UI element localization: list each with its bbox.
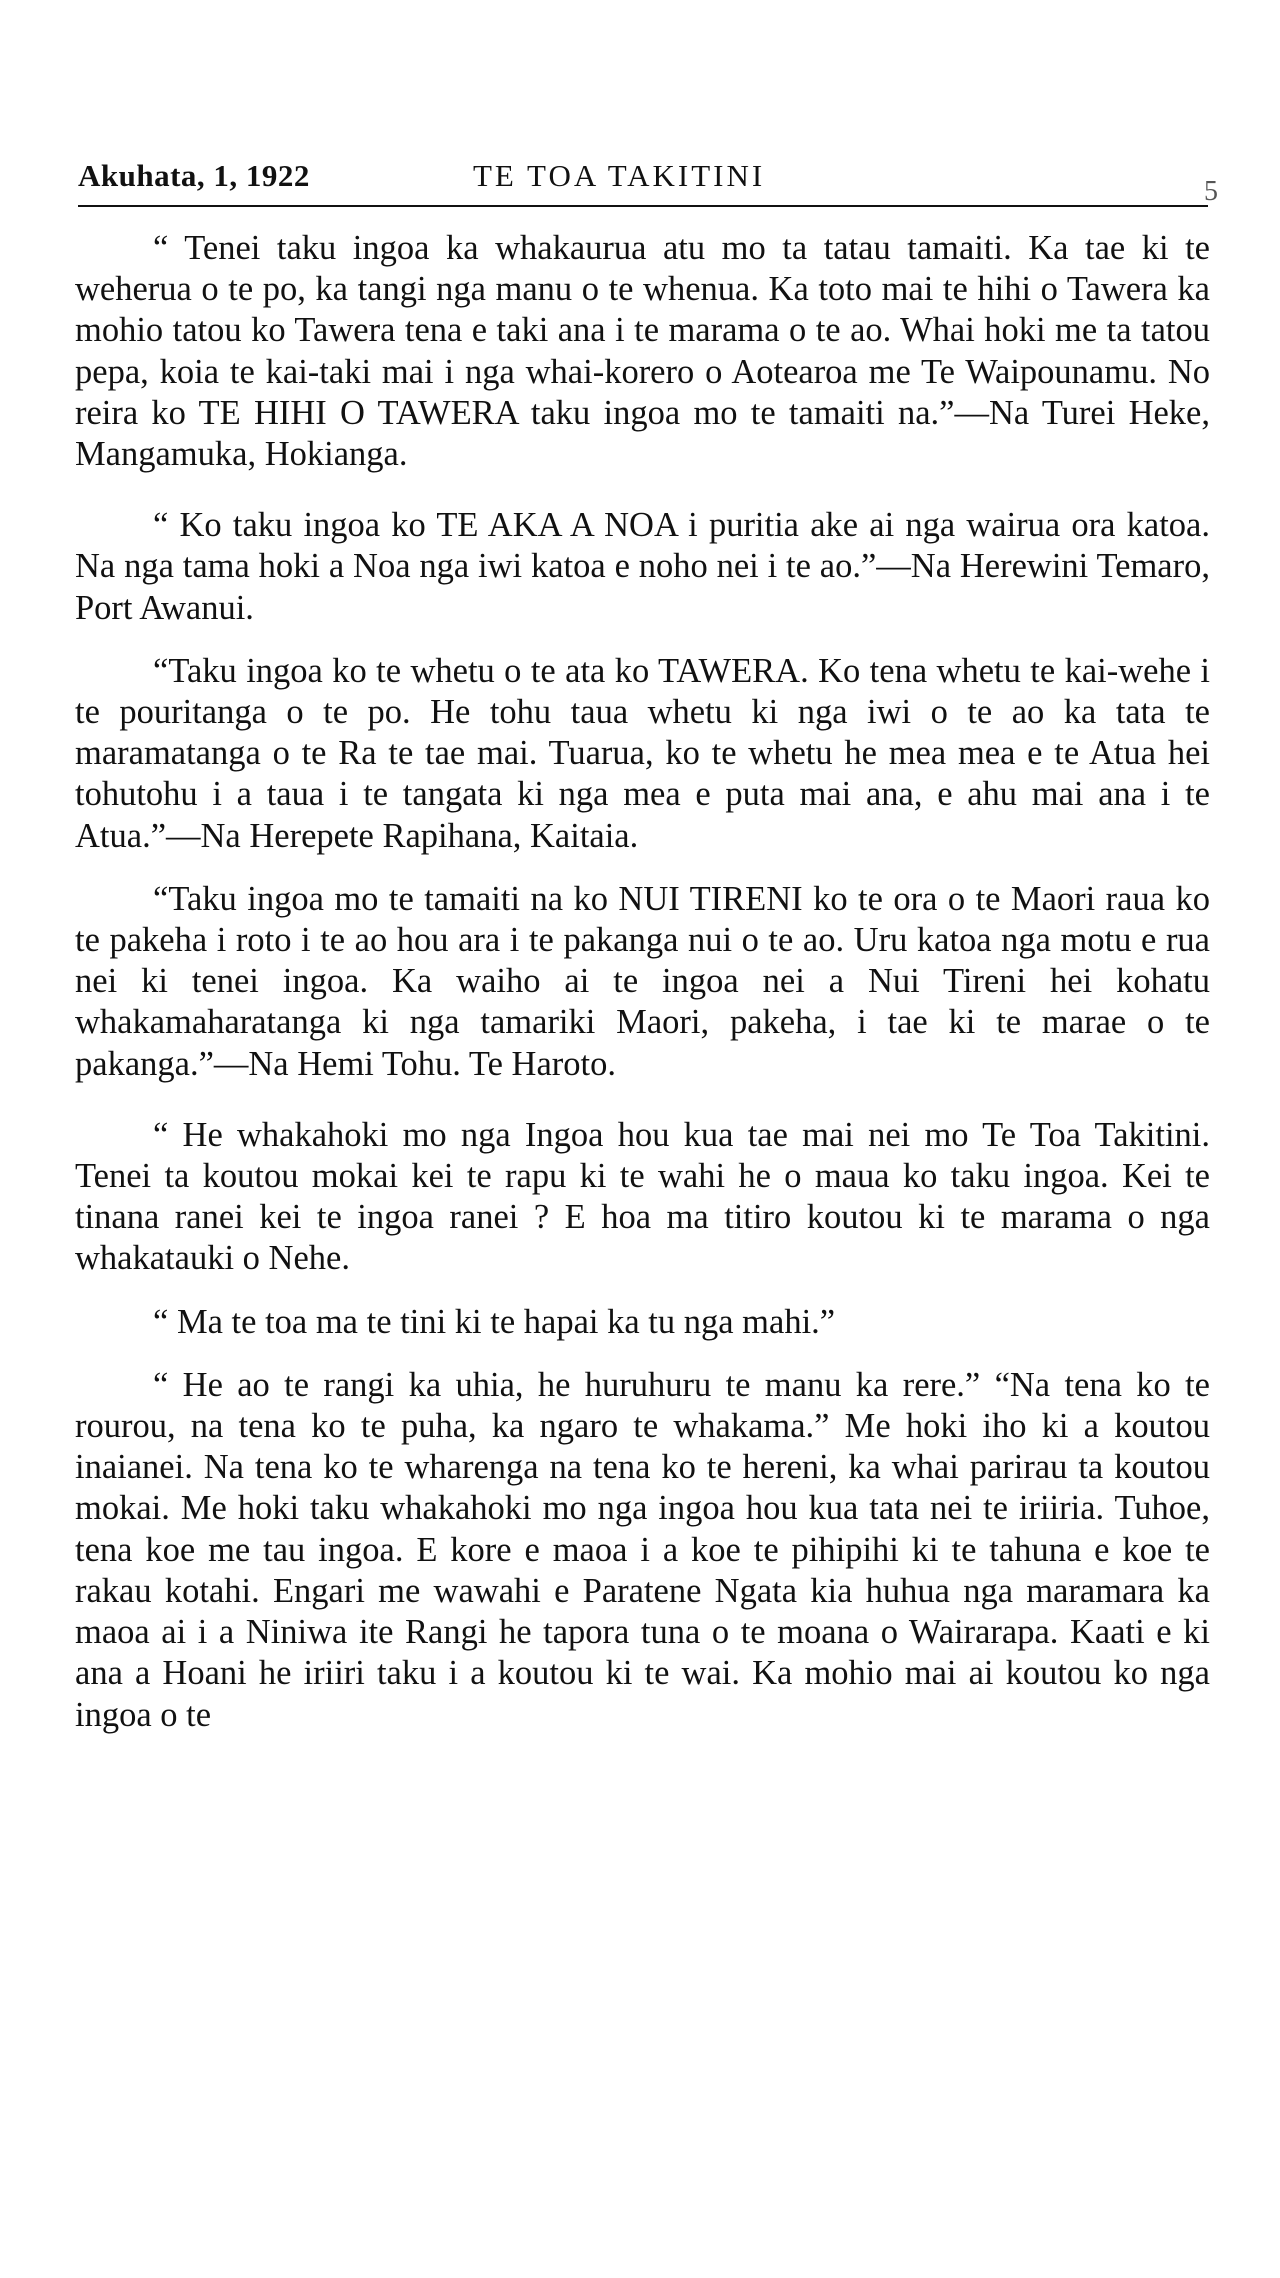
letter-nui-tireni: “Taku ingoa mo te tamaiti na ko NUI TIRENI ko te ora o te Maori raua ko te pakeha i roto i te ao hou ara i te pakanga nui o te ao. Uru katoa nga motu e rua nei ki tenei ingoa. Ka waiho ai te ingoa nei a Nui Tireni hei kohatu whakamaharatanga ki nga tamariki Maori, pakeha, i tae ki te marae o te pakanga.”—Na Hemi Tohu. Te Haroto. — [75, 879, 1210, 1083]
letter-te-hihi-o-tawera: “ Tenei taku ingoa ka whakaurua atu mo ta tatau tamaiti. Ka tae ki te weherua o te po, ka tangi nga manu o te whenua. Ka toto mai te hihi o Tawera ka mohio tatou ko Tawera tena e taki ana i te marama o te ao. Whai hoki me ta tatou pepa, koia te kai-taki mai i nga whai-korero o Aotearoa me Te Waipounamu. No reira ko TE HIHI O TAWERA taku ingoa mo te tamaiti na.”—Na Turei Heke, Mangamuka, Hokianga. — [75, 229, 1210, 474]
closing-paragraph: “ He ao te rangi ka uhia, he huruhuru te manu ka rere.” “Na tena ko te rourou, na tena ko te puha, ka ngaro te whakama.” Me hoki iho ki a koutou inaianei. Na tena ko te wharenga na tena ko te hereni, ka whai parirau ta koutou mokai. Me hoki taku whakahoki mo nga ingoa hou kua tata nei te iriiria. Tuhoe, tena koe me tau ingoa. E kore e maoa i a koe te pihipihi ki te tahuna e koe te rakau kotahi. Engari me wawahi e Paratene Ngata kia huhua nga maramara ka maoa ai i a Niniwa ite Rangi he tapora tuna o te moana o Wairarapa. Kaati e ki ana a Hoani he iriiri taku i a koutou ki te wai. Ka mohio mai ai koutou ko nga ingoa o te — [75, 1365, 1210, 1734]
issue-date: Akuhata, 1, 1922 — [78, 158, 310, 193]
running-header — [78, 158, 1218, 207]
letter-te-aka-a-noa: “ Ko taku ingoa ko TE AKA A NOA i puritia ake ai nga wairua ora katoa. Na nga tama hoki a Noa nga iwi katoa e noho nei i te ao.”—Na Herewini Temaro, Port Awanui. — [75, 506, 1210, 627]
publication-title: TE TOA TAKITINI — [473, 158, 766, 193]
header-rule — [78, 205, 1208, 207]
letter-tawera: “Taku ingoa ko te whetu o te ata ko TAWERA. Ko tena whetu te kai-wehe i te pouritanga o te po. He tohu taua whetu ki nga iwi o te ao ka tata te maramatanga o te Ra te tae mai. Tuarua, ko te whetu he mea mea e te Atua hei tohutohu i a taua i te tangata ki nga mea e puta mai ana, e ahu mai ana i te Atua.”—Na Herepete Rapihana, Kaitaia. — [75, 651, 1210, 855]
proverb-quote: “ Ma te toa ma te tini ki te hapai ka tu nga mahi.” — [153, 1302, 836, 1341]
reply-paragraph: “ He whakahoki mo nga Ingoa hou kua tae mai nei mo Te Toa Takitini. Tenei ta koutou mokai kei te rapu ki te wahi he o maua ko taku ingoa. Kei te tinana ranei kei te ingoa ranei ? E hoa ma titiro koutou ki te marama o nga whakatauki o Nehe. — [75, 1115, 1210, 1278]
article-body — [75, 228, 1210, 1736]
page-number: 5 — [1204, 176, 1218, 207]
